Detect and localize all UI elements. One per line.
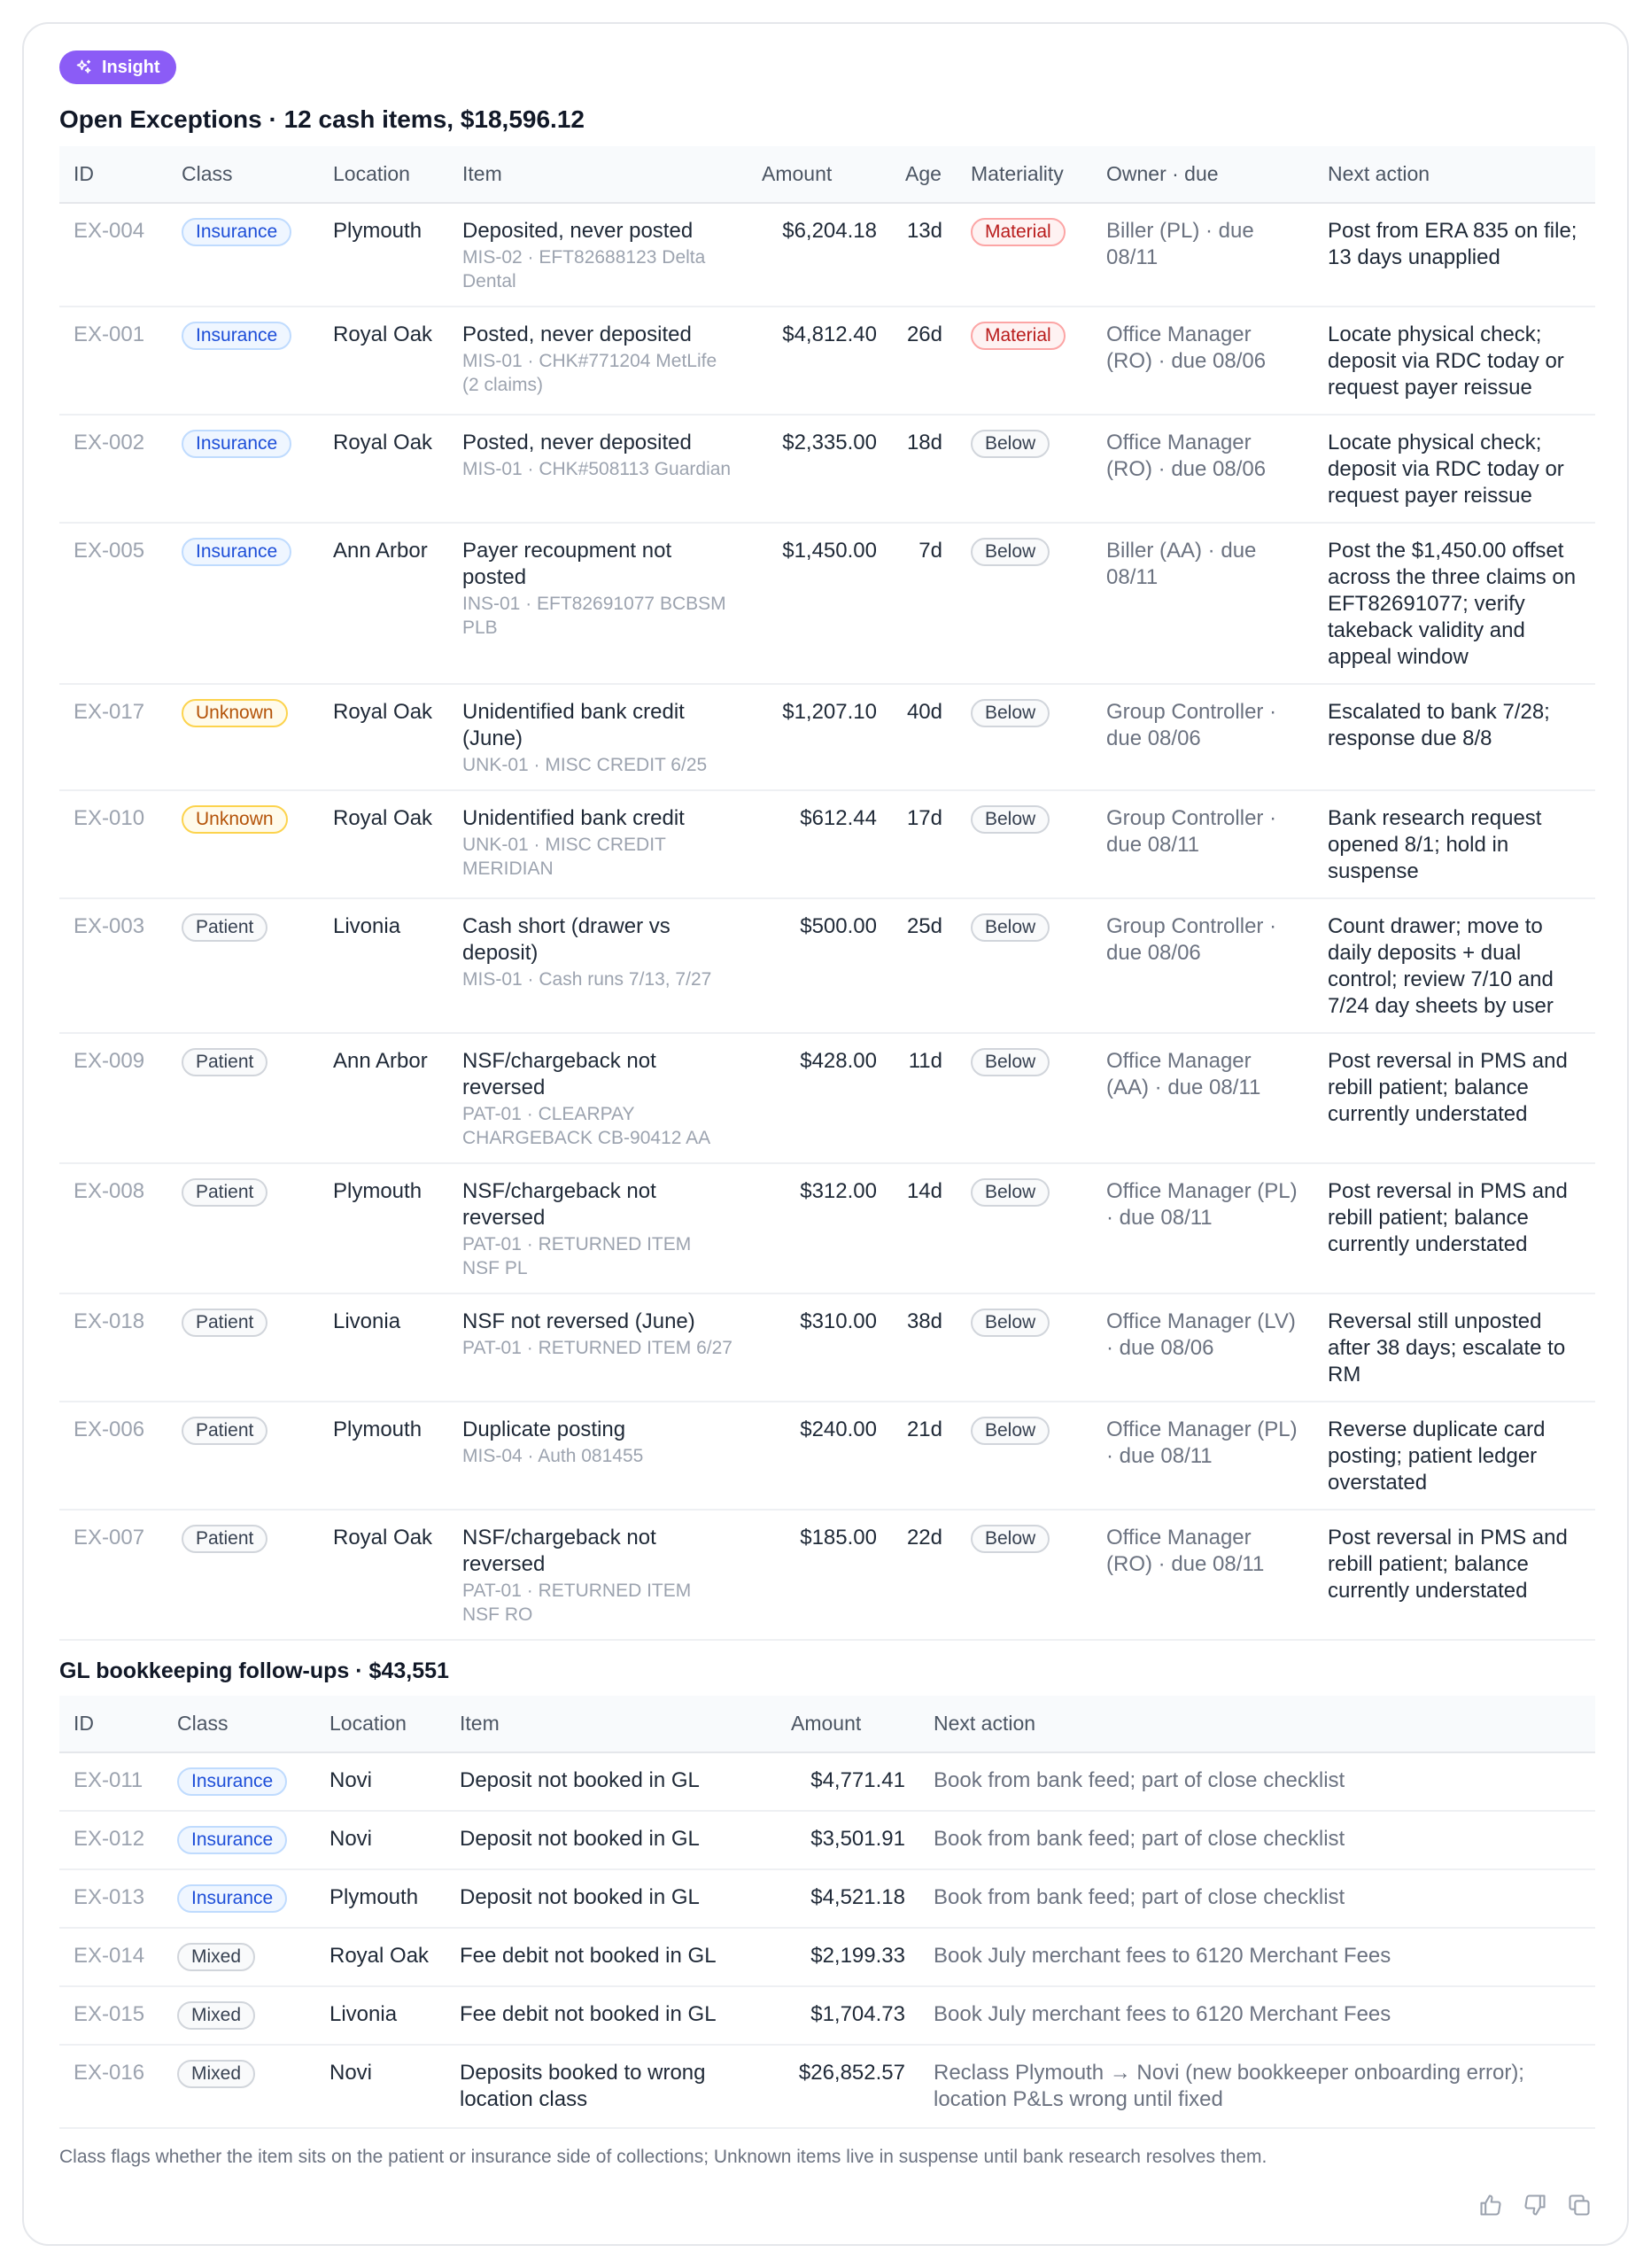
row-materiality <box>957 790 1092 898</box>
row-materiality <box>957 203 1092 307</box>
class-badge: Patient <box>182 1525 267 1553</box>
gl-col-amount: Amount <box>777 1696 919 1752</box>
class-badge: Insurance <box>182 322 291 350</box>
row-materiality <box>957 1510 1092 1640</box>
row-id: EX-004 <box>59 203 167 307</box>
class-badge: Unknown <box>182 805 288 834</box>
gl-table-row <box>59 1869 1595 1928</box>
row-class <box>167 1163 319 1293</box>
item-reference: MIS-02 · EFT82688123 Delta Dental <box>462 247 706 291</box>
gl-col-item: Item <box>446 1696 777 1752</box>
gl-followups-title: GL bookkeeping follow-ups · $43,551 <box>59 1658 449 1683</box>
row-class <box>167 203 319 307</box>
row-id: EX-016 <box>59 2045 163 2128</box>
class-badge: Unknown <box>182 699 288 727</box>
materiality-badge: Below <box>971 1417 1050 1445</box>
class-badge: Mixed <box>177 1943 255 1971</box>
row-id: EX-009 <box>59 1033 167 1163</box>
row-materiality <box>957 684 1092 790</box>
row-id: EX-010 <box>59 790 167 898</box>
class-badge: Mixed <box>177 2060 255 2088</box>
row-next-action: Post reversal in PMS and rebill patient; balance currently understated <box>1314 1163 1595 1293</box>
row-item <box>448 790 748 898</box>
insight-badge <box>59 50 176 84</box>
col-id: ID <box>59 146 167 203</box>
row-next-action: Reversal still unposted after 38 days; escalate to RM <box>1314 1293 1595 1402</box>
table-row <box>59 415 1595 523</box>
row-materiality <box>957 1163 1092 1293</box>
row-location: Royal Oak <box>319 307 448 415</box>
row-amount: $612.44 <box>748 790 891 898</box>
gl-table-row <box>59 1752 1595 1811</box>
col-amount: Amount <box>748 146 891 203</box>
item-reference: MIS-01 · CHK#771204 MetLife (2 claims) <box>462 351 717 395</box>
row-item: Deposit not booked in GL <box>446 1869 777 1928</box>
row-class <box>167 684 319 790</box>
thumbs-down-icon[interactable] <box>1523 2193 1547 2218</box>
row-age: 14d <box>891 1163 957 1293</box>
materiality-badge: Below <box>971 430 1050 458</box>
row-next-action: Post the $1,450.00 offset across the three claims on EFT82691077; verify takeback validity and appeal window <box>1314 523 1595 684</box>
row-amount: $1,207.10 <box>748 684 891 790</box>
gl-table-row <box>59 1986 1595 2045</box>
row-location: Ann Arbor <box>319 1033 448 1163</box>
row-location: Royal Oak <box>319 1510 448 1640</box>
class-badge: Patient <box>182 1417 267 1445</box>
sparkle-icon <box>75 58 93 76</box>
row-id: EX-006 <box>59 1402 167 1510</box>
row-item <box>448 684 748 790</box>
row-age: 17d <box>891 790 957 898</box>
row-age: 18d <box>891 415 957 523</box>
class-badge: Mixed <box>177 2001 255 2030</box>
item-title: NSF not reversed (June) <box>462 1309 695 1333</box>
row-materiality <box>957 1293 1092 1402</box>
table-row <box>59 1293 1595 1402</box>
row-owner: Biller (PL) · due 08/11 <box>1092 203 1314 307</box>
row-item <box>448 307 748 415</box>
row-materiality <box>957 415 1092 523</box>
materiality-badge: Below <box>971 1309 1050 1337</box>
col-location: Location <box>319 146 448 203</box>
row-id: EX-012 <box>59 1811 163 1869</box>
row-item: Fee debit not booked in GL <box>446 1986 777 2045</box>
row-amount: $500.00 <box>748 898 891 1033</box>
row-class <box>167 1293 319 1402</box>
table-row <box>59 203 1595 307</box>
gl-col-class: Class <box>163 1696 315 1752</box>
row-amount: $1,450.00 <box>748 523 891 684</box>
row-next-action: Post reversal in PMS and rebill patient; balance currently understated <box>1314 1033 1595 1163</box>
row-id: EX-007 <box>59 1510 167 1640</box>
row-id: EX-017 <box>59 684 167 790</box>
row-item <box>448 415 748 523</box>
row-next-action: Book July merchant fees to 6120 Merchant Fees <box>919 1986 1595 2045</box>
row-owner: Office Manager (RO) · due 08/06 <box>1092 415 1314 523</box>
item-reference: PAT-01 · CLEARPAY CHARGEBACK CB-90412 AA <box>462 1104 711 1148</box>
row-item <box>448 203 748 307</box>
row-next-action: Book from bank feed; part of close checklist <box>919 1752 1595 1811</box>
item-reference: INS-01 · EFT82691077 BCBSM PLB <box>462 594 726 638</box>
gl-col-id: ID <box>59 1696 163 1752</box>
row-owner: Group Controller · due 08/06 <box>1092 898 1314 1033</box>
table-row <box>59 790 1595 898</box>
materiality-badge: Below <box>971 538 1050 566</box>
row-class <box>163 1928 315 1986</box>
row-item <box>448 1033 748 1163</box>
row-id: EX-008 <box>59 1163 167 1293</box>
row-location: Novi <box>315 1811 446 1869</box>
thumbs-up-icon[interactable] <box>1478 2193 1503 2218</box>
gl-col-location: Location <box>315 1696 446 1752</box>
row-item: Fee debit not booked in GL <box>446 1928 777 1986</box>
row-location: Plymouth <box>319 203 448 307</box>
open-exceptions-title: Open Exceptions · 12 cash items, $18,596.12 <box>59 105 585 133</box>
row-next-action: Locate physical check; deposit via RDC today or request payer reissue <box>1314 307 1595 415</box>
row-location: Plymouth <box>319 1402 448 1510</box>
row-owner: Group Controller · due 08/06 <box>1092 684 1314 790</box>
materiality-badge: Below <box>971 1048 1050 1076</box>
row-owner: Office Manager (AA) · due 08/11 <box>1092 1033 1314 1163</box>
col-class: Class <box>167 146 319 203</box>
gl-followups-table <box>59 1696 1595 2129</box>
item-reference: PAT-01 · RETURNED ITEM NSF PL <box>462 1234 692 1278</box>
table-row <box>59 1163 1595 1293</box>
row-item: Deposit not booked in GL <box>446 1752 777 1811</box>
row-amount: $428.00 <box>748 1033 891 1163</box>
row-class <box>163 2045 315 2128</box>
row-age: 21d <box>891 1402 957 1510</box>
row-age: 13d <box>891 203 957 307</box>
row-id: EX-002 <box>59 415 167 523</box>
row-location: Plymouth <box>319 1163 448 1293</box>
materiality-badge: Material <box>971 322 1066 350</box>
footnote: Class flags whether the item sits on the patient or insurance side of collections; Unknown items live in suspense until bank research resolves them. <box>59 2147 1267 2167</box>
row-next-action: Locate physical check; deposit via RDC today or request payer reissue <box>1314 415 1595 523</box>
table-row <box>59 307 1595 415</box>
row-next-action: Book July merchant fees to 6120 Merchant Fees <box>919 1928 1595 1986</box>
row-age: 40d <box>891 684 957 790</box>
row-next-action: Book from bank feed; part of close checklist <box>919 1869 1595 1928</box>
gl-table-header <box>59 1696 1595 1752</box>
row-id: EX-013 <box>59 1869 163 1928</box>
row-location: Plymouth <box>315 1869 446 1928</box>
row-class <box>163 1869 315 1928</box>
table-row <box>59 684 1595 790</box>
col-materiality: Materiality <box>957 146 1092 203</box>
open-exceptions-table <box>59 146 1595 1641</box>
row-amount: $6,204.18 <box>748 203 891 307</box>
item-reference: MIS-01 · Cash runs 7/13, 7/27 <box>462 969 712 990</box>
row-amount: $2,199.33 <box>777 1928 919 1986</box>
item-title: NSF/chargeback not reversed <box>462 1179 656 1230</box>
col-owner: Owner · due <box>1092 146 1314 203</box>
table-row <box>59 1033 1595 1163</box>
class-badge: Insurance <box>182 430 291 458</box>
row-age: 38d <box>891 1293 957 1402</box>
row-id: EX-011 <box>59 1752 163 1811</box>
item-title: Posted, never deposited <box>462 322 692 346</box>
open-table-header <box>59 146 1595 203</box>
row-location: Royal Oak <box>315 1928 446 1986</box>
row-id: EX-005 <box>59 523 167 684</box>
row-location: Royal Oak <box>319 790 448 898</box>
materiality-badge: Below <box>971 1525 1050 1553</box>
row-id: EX-014 <box>59 1928 163 1986</box>
row-class <box>163 1811 315 1869</box>
insight-card <box>22 22 1629 2246</box>
row-age: 25d <box>891 898 957 1033</box>
class-badge: Patient <box>182 913 267 942</box>
item-title: Deposited, never posted <box>462 219 694 243</box>
row-materiality <box>957 307 1092 415</box>
materiality-badge: Below <box>971 1178 1050 1207</box>
gl-col-next-action: Next action <box>919 1696 1595 1752</box>
row-item <box>448 523 748 684</box>
col-item: Item <box>448 146 748 203</box>
row-age: 11d <box>891 1033 957 1163</box>
class-badge: Insurance <box>177 1884 287 1913</box>
row-id: EX-018 <box>59 1293 167 1402</box>
materiality-badge: Below <box>971 913 1050 942</box>
row-materiality <box>957 898 1092 1033</box>
row-next-action: Count drawer; move to daily deposits + dual control; review 7/10 and 7/24 day sheets by user <box>1314 898 1595 1033</box>
row-location: Livonia <box>315 1986 446 2045</box>
class-badge: Patient <box>182 1048 267 1076</box>
class-badge: Insurance <box>177 1826 287 1854</box>
class-badge: Insurance <box>182 218 291 246</box>
row-class <box>167 1033 319 1163</box>
item-reference: MIS-04 · Auth 081455 <box>462 1446 644 1466</box>
col-next-action: Next action <box>1314 146 1595 203</box>
row-materiality <box>957 1402 1092 1510</box>
row-amount: $4,812.40 <box>748 307 891 415</box>
item-reference: UNK-01 · MISC CREDIT 6/25 <box>462 755 708 775</box>
row-class <box>167 307 319 415</box>
item-title: Unidentified bank credit <box>462 806 685 830</box>
row-item <box>448 1163 748 1293</box>
gl-table-row <box>59 1811 1595 1869</box>
col-age: Age <box>891 146 957 203</box>
class-badge: Insurance <box>177 1767 287 1796</box>
row-next-action: Escalated to bank 7/28; response due 8/8 <box>1314 684 1595 790</box>
row-item <box>448 1510 748 1640</box>
row-owner: Office Manager (LV) · due 08/06 <box>1092 1293 1314 1402</box>
row-owner: Office Manager (PL) · due 08/11 <box>1092 1163 1314 1293</box>
materiality-badge: Below <box>971 699 1050 727</box>
row-amount: $312.00 <box>748 1163 891 1293</box>
item-reference: PAT-01 · RETURNED ITEM NSF RO <box>462 1581 692 1625</box>
row-amount: $1,704.73 <box>777 1986 919 2045</box>
row-location: Royal Oak <box>319 415 448 523</box>
row-owner: Office Manager (RO) · due 08/11 <box>1092 1510 1314 1640</box>
row-class <box>167 523 319 684</box>
row-age: 7d <box>891 523 957 684</box>
row-class <box>163 1986 315 2045</box>
materiality-badge: Below <box>971 805 1050 834</box>
table-row <box>59 1510 1595 1640</box>
row-location: Novi <box>315 1752 446 1811</box>
table-row <box>59 898 1595 1033</box>
item-title: Posted, never deposited <box>462 431 692 454</box>
item-reference: PAT-01 · RETURNED ITEM 6/27 <box>462 1338 732 1358</box>
class-badge: Patient <box>182 1309 267 1337</box>
row-next-action: Reverse duplicate card posting; patient ledger overstated <box>1314 1402 1595 1510</box>
row-item <box>448 898 748 1033</box>
row-location: Livonia <box>319 1293 448 1402</box>
item-title: Duplicate posting <box>462 1418 626 1441</box>
row-amount: $4,521.18 <box>777 1869 919 1928</box>
row-amount: $310.00 <box>748 1293 891 1402</box>
row-amount: $26,852.57 <box>777 2045 919 2128</box>
class-badge: Patient <box>182 1178 267 1207</box>
row-amount: $4,771.41 <box>777 1752 919 1811</box>
item-title: Unidentified bank credit (June) <box>462 700 685 750</box>
table-row <box>59 1402 1595 1510</box>
item-title: Payer recoupment not posted <box>462 539 672 589</box>
insight-badge-label: Insight <box>102 57 160 77</box>
gl-table-row <box>59 1928 1595 1986</box>
row-class <box>167 415 319 523</box>
row-location: Novi <box>315 2045 446 2128</box>
item-title: NSF/chargeback not reversed <box>462 1526 656 1576</box>
row-id: EX-001 <box>59 307 167 415</box>
row-amount: $2,335.00 <box>748 415 891 523</box>
row-location: Livonia <box>319 898 448 1033</box>
row-owner: Office Manager (RO) · due 08/06 <box>1092 307 1314 415</box>
row-owner: Office Manager (PL) · due 08/11 <box>1092 1402 1314 1510</box>
copy-icon[interactable] <box>1567 2193 1592 2218</box>
row-next-action: Post reversal in PMS and rebill patient; balance currently understated <box>1314 1510 1595 1640</box>
row-class <box>167 1510 319 1640</box>
feedback-actions <box>1478 2193 1592 2218</box>
row-location: Royal Oak <box>319 684 448 790</box>
row-materiality <box>957 1033 1092 1163</box>
row-class <box>167 790 319 898</box>
row-item: Deposits booked to wrong location class <box>446 2045 777 2128</box>
item-reference: MIS-01 · CHK#508113 Guardian <box>462 459 732 479</box>
row-id: EX-015 <box>59 1986 163 2045</box>
class-badge: Insurance <box>182 538 291 566</box>
row-amount: $3,501.91 <box>777 1811 919 1869</box>
row-next-action: Bank research request opened 8/1; hold in suspense <box>1314 790 1595 898</box>
row-amount: $185.00 <box>748 1510 891 1640</box>
row-next-action: Book from bank feed; part of close checklist <box>919 1811 1595 1869</box>
row-item: Deposit not booked in GL <box>446 1811 777 1869</box>
row-materiality <box>957 523 1092 684</box>
item-reference: UNK-01 · MISC CREDIT MERIDIAN <box>462 835 666 879</box>
row-item <box>448 1293 748 1402</box>
row-age: 26d <box>891 307 957 415</box>
row-id: EX-003 <box>59 898 167 1033</box>
table-row <box>59 523 1595 684</box>
item-title: Cash short (drawer vs deposit) <box>462 914 670 965</box>
row-owner: Group Controller · due 08/11 <box>1092 790 1314 898</box>
item-title: NSF/chargeback not reversed <box>462 1049 656 1099</box>
row-class <box>163 1752 315 1811</box>
row-class <box>167 1402 319 1510</box>
materiality-badge: Material <box>971 218 1066 246</box>
row-location: Ann Arbor <box>319 523 448 684</box>
row-owner: Biller (AA) · due 08/11 <box>1092 523 1314 684</box>
gl-table-row <box>59 2045 1595 2128</box>
row-item <box>448 1402 748 1510</box>
row-class <box>167 898 319 1033</box>
row-age: 22d <box>891 1510 957 1640</box>
row-next-action: Reclass Plymouth → Novi (new bookkeeper onboarding error); location P&Ls wrong until fixed <box>919 2045 1595 2128</box>
row-next-action: Post from ERA 835 on file; 13 days unapplied <box>1314 203 1595 307</box>
row-amount: $240.00 <box>748 1402 891 1510</box>
